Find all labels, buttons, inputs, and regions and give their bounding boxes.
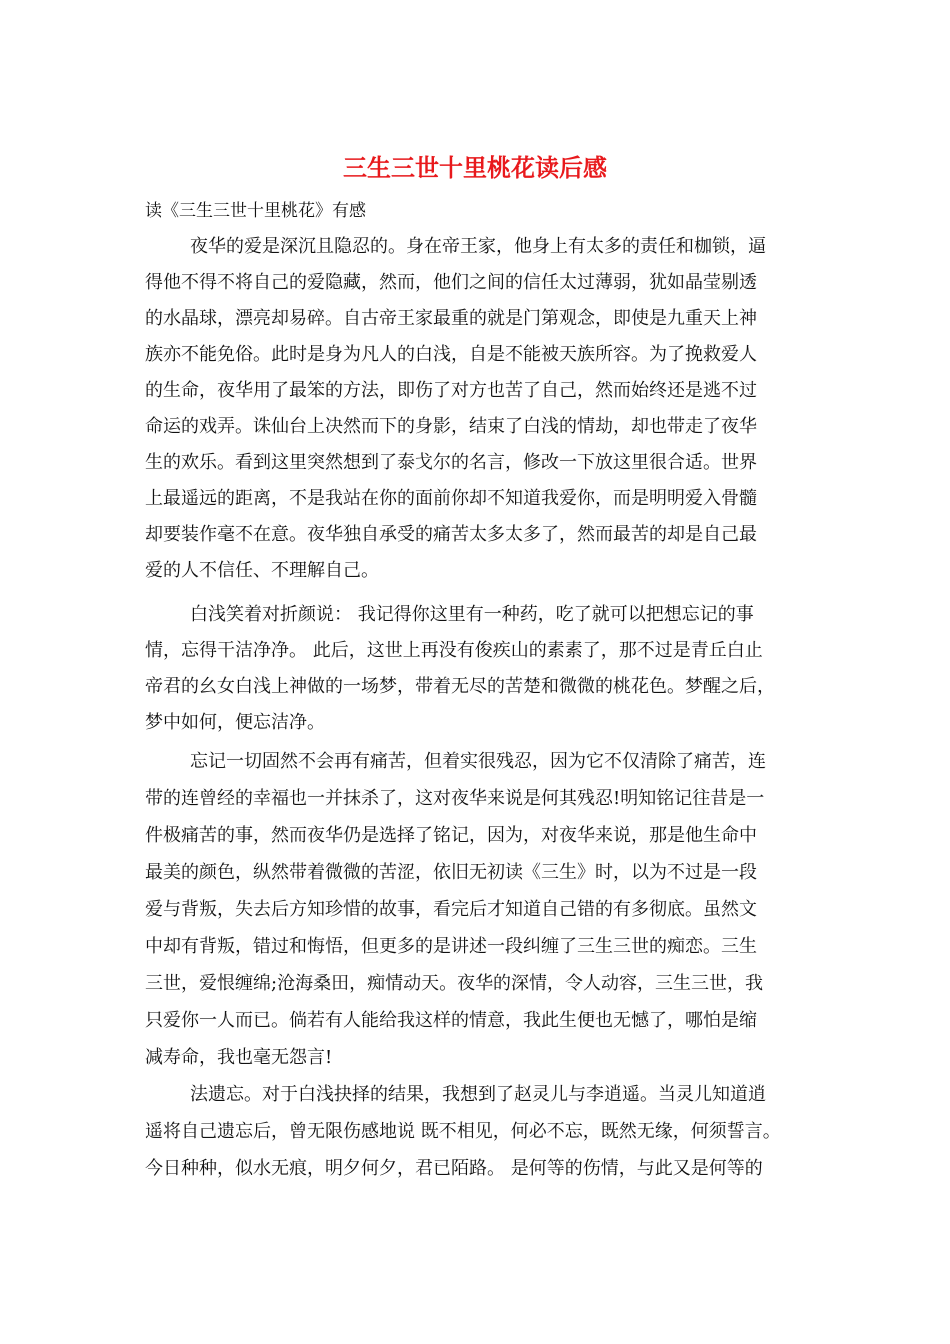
paragraph-3-line-2: 带的连曾经的幸福也一并抹杀了，这对夜华来说是何其残忍!明知铭记往昔是一 [145,788,765,809]
paragraph-3-line-8: 只爱你一人而已。倘若有人能给我这样的情意，我此生便也无憾了，哪怕是缩 [145,1010,757,1031]
paragraph-3-line-5: 爱与背叛，失去后方知珍惜的故事，看完后才知道自己错的有多彻底。虽然文 [145,899,757,920]
paragraph-3-line-6: 中却有背叛，错过和悔悟，但更多的是讲述一段纠缠了三生三世的痴恋。三生 [145,936,757,957]
paragraph-3-line-7: 三世，爱恨缠绵;沧海桑田，痴情动天。夜华的深情，令人动容，三生三世，我 [145,973,764,994]
paragraph-1-line-9: 却要装作毫不在意。夜华独自承受的痛苦太多太多了，然而最苦的却是自己最 [145,524,757,545]
paragraph-2-line-4: 梦中如何，便忘洁净。 [145,712,325,733]
paragraph-1-line-3: 的水晶球，漂亮却易碎。自古帝王家最重的就是门第观念，即使是九重天上神 [145,308,757,329]
paragraph-1-line-10: 爱的人不信任、不理解自己。 [145,560,379,581]
document-title: 三生三世十里桃花读后感 [343,153,607,182]
paragraph-1-line-6: 命运的戏弄。诛仙台上决然而下的身影，结束了白浅的情劫，却也带走了夜华 [145,416,757,437]
paragraph-3-line-4: 最美的颜色，纵然带着微微的苦涩，依旧无初读《三生》时，以为不过是一段 [145,862,757,883]
paragraph-1-line-2: 得他不得不将自己的爱隐藏，然而，他们之间的信任太过薄弱，犹如晶莹剔透 [145,272,757,293]
paragraph-2-line-2: 情，忘得干洁净净。 此后，这世上再没有俊疾山的素素了，那不过是青丘白止 [145,640,763,661]
paragraph-1-line-1: 夜华的爱是深沉且隐忍的。身在帝王家，他身上有太多的责任和枷锁，逼 [190,236,766,257]
paragraph-1-line-8: 上最遥远的距离，不是我站在你的面前你却不知道我爱你，而是明明爱入骨髓 [145,488,757,509]
paragraph-4-line-3: 今日种种，似水无痕，明夕何夕，君已陌路。 是何等的伤情，与此又是何等的 [145,1158,763,1179]
paragraph-3-line-3: 件极痛苦的事，然而夜华仍是选择了铭记，因为，对夜华来说，那是他生命中 [145,825,757,846]
paragraph-3-line-1: 忘记一切固然不会再有痛苦，但着实很残忍，因为它不仅清除了痛苦，连 [190,751,766,772]
paragraph-1-line-4: 族亦不能免俗。此时是身为凡人的白浅，自是不能被天族所容。为了挽救爱人 [145,344,757,365]
document-subtitle: 读《三生三世十里桃花》有感 [145,201,366,221]
paragraph-4-line-2: 遥将自己遗忘后，曾无限伤感地说 既不相见，何必不忘，既然无缘，何须誓言。 [145,1121,781,1142]
paragraph-1-line-5: 的生命，夜华用了最笨的方法，即伤了对方也苦了自己，然而始终还是逃不过 [145,380,757,401]
paragraph-4-line-1: 法遗忘。对于白浅抉择的结果，我想到了赵灵儿与李逍遥。当灵儿知道逍 [190,1084,766,1105]
paragraph-2-line-3: 帝君的幺女白浅上神做的一场梦，带着无尽的苦楚和微微的桃花色。梦醒之后， [145,676,775,697]
paragraph-1-line-7: 生的欢乐。看到这里突然想到了泰戈尔的名言，修改一下放这里很合适。世界 [145,452,757,473]
paragraph-2-line-1: 白浅笑着对折颜说： 我记得你这里有一种药，吃了就可以把想忘记的事 [190,604,754,625]
paragraph-3-line-9: 减寿命，我也毫无怨言! [145,1047,333,1068]
